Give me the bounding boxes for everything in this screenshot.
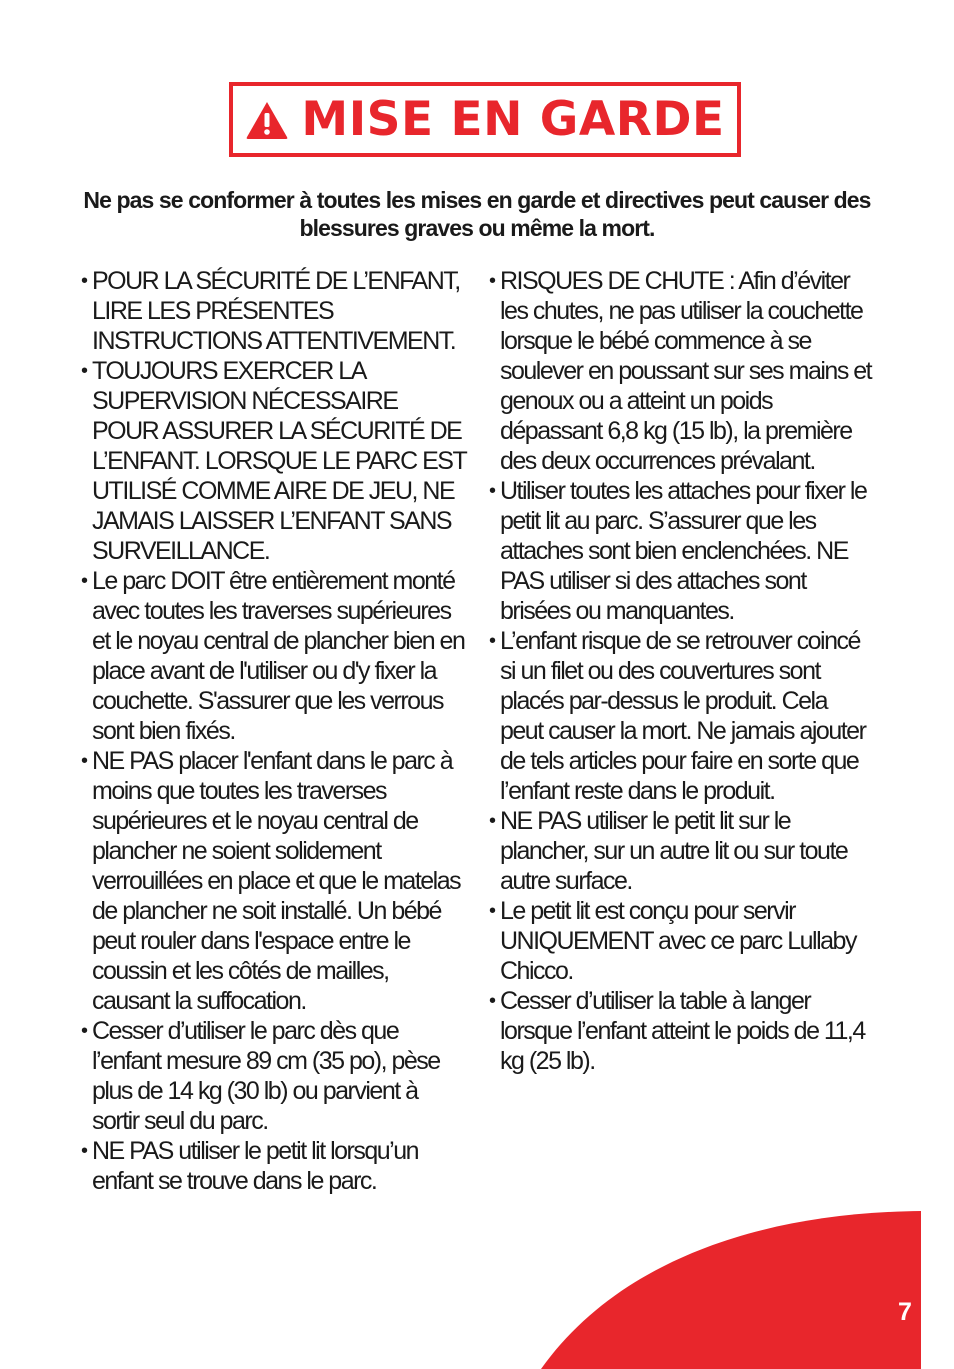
list-item [489,896,872,986]
bullet: • [81,360,89,382]
bullet: • [489,810,497,832]
bullet: • [489,990,497,1012]
list-item-text: Le parc DOIT être entièrement monté avec toutes les traverses supérieures et le noyau central de plancher bien en place avant de l'utiliser ou d'y fixer la couchette. S'assurer que les verrous sont bien fixés. [92,567,465,745]
warning-title: MISE EN GARDE [301,92,725,147]
list-item-text: NE PAS utiliser le petit lit sur le plancher, sur un autre lit ou sur toute autre surface. [500,807,848,895]
right-warning-list [489,266,872,1076]
bullet: • [81,270,89,292]
intro-warning-text: Ne pas se conformer à toutes les mises en garde et directives peut causer des blessures graves ou même la mort. [83,187,871,241]
list-item-text: Le petit lit est conçu pour servir UNIQUEMENT avec ce parc Lullaby Chicco. [500,897,856,985]
list-item-text: Cesser d’utiliser le parc dès que l’enfant mesure 89 cm (35 po), pèse plus de 14 kg (30 lb) ou parvient à sortir seul du parc. [92,1017,440,1135]
list-item [489,806,872,896]
list-item [489,266,872,476]
bullet: • [81,750,89,772]
page-number: 7 [898,1298,912,1326]
list-item-text: NE PAS utiliser le petit lit lorsqu’un enfant se trouve dans le parc. [92,1137,419,1195]
list-item-text: NE PAS placer l'enfant dans le parc à moins que toutes les traverses supérieures et le noyau central de plancher ne soient solidement verrouillées en place et que le matelas de plancher ne soit installé. Un bébé peut rouler dans l'espace entre le coussin et les côtés de mailles, causant la suffocation. [92,747,461,1015]
list-item-text: Utiliser toutes les attaches pour fixer le petit lit au parc. S’assurer que les attaches sont bien enclenchées. NE PAS utiliser si des attaches sont brisées ou manquantes. [500,477,867,625]
list-item-text: Cesser d’utiliser la table à langer lorsque l’enfant atteint le poids de 11,4 kg (25 lb). [500,987,865,1075]
list-item [81,266,466,356]
list-item [81,356,466,566]
bullet: • [489,480,497,502]
list-item-text: L’enfant risque de se retrouver coincé si un filet ou des couvertures sont placés par-dessus le produit. Cela peut causer la mort. Ne jamais ajouter de tels articles pour faire en sorte que l’enfant reste dans le produit. [500,627,866,805]
list-item [489,986,872,1076]
list-item-text: RISQUES DE CHUTE : Afin d’éviter les chutes, ne pas utiliser la couchette lorsque le bébé commence à se soulever en poussant sur ses mains et genoux ou a atteint un poids dépassant 6,8 kg (15 lb), la première des deux occurrences prévalant. [500,267,872,475]
bullet: • [81,1020,89,1042]
left-warning-list [81,266,466,1196]
bullet: • [489,270,497,292]
bullet: • [489,630,497,652]
bullet: • [489,900,497,922]
right-column [489,266,872,1076]
list-item [489,626,872,806]
corner-decoration [541,1211,921,1369]
bullet: • [81,1140,89,1162]
left-column [81,266,466,1196]
list-item-text: TOUJOURS EXERCER LA SUPERVISION NÉCESSAIRE POUR ASSURER LA SÉCURITÉ DE L’ENFANT. LORSQUE LE PARC EST UTILISÉ COMME AIRE DE JEU, NE JAMAIS LAISSER L’ENFANT SANS SURVEILLANCE. [92,357,466,565]
list-item [81,746,466,1016]
bullet: • [81,570,89,592]
list-item [81,566,466,746]
warning-triangle-icon [245,100,289,140]
list-item [81,1136,466,1196]
list-item [489,476,872,626]
list-item [81,1016,466,1136]
list-item-text: POUR LA SÉCURITÉ DE L’ENFANT, LIRE LES PRÉSENTES INSTRUCTIONS ATTENTIVEMENT. [92,267,460,355]
warning-title-box [229,82,741,157]
